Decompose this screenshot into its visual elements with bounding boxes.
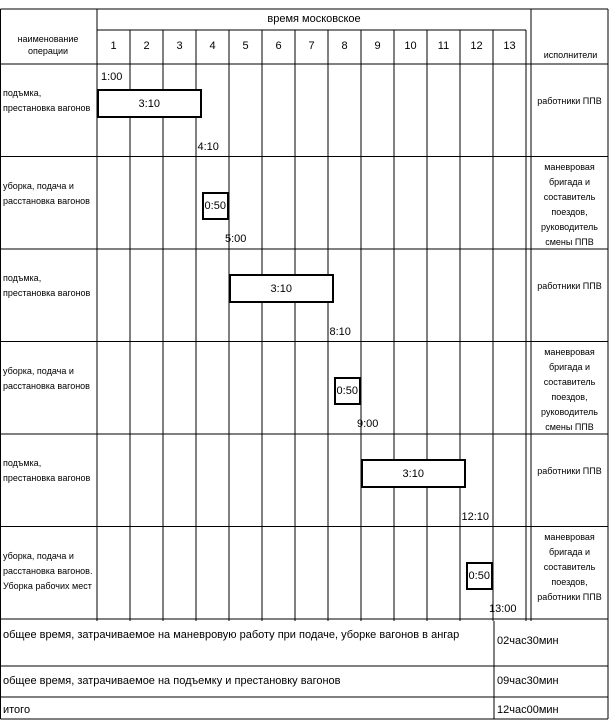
- operation-name: уборка, подача и расстановка вагонов. Уборка рабочих мест: [3, 550, 93, 591]
- operation-name: подъмка, престановка вагонов: [3, 273, 91, 298]
- operation-name: подъмка, престановка вагонов: [3, 88, 91, 113]
- hour-label: 6: [275, 40, 282, 52]
- end-time-label: 13:00: [489, 603, 517, 615]
- summary-lifting-label: общее время, затрачиваемое на подъемку и престановку вагонов: [3, 675, 341, 687]
- operation-name: уборка, подача и расстановка вагонов: [3, 180, 90, 206]
- hour-label: 1: [110, 40, 117, 52]
- performers-text: работники ППВ: [537, 466, 602, 476]
- operation-header: наименование операции: [17, 34, 79, 56]
- operation-name: уборка, подача и расстановка вагонов: [3, 365, 90, 391]
- performers-header: исполнители: [543, 50, 598, 60]
- performers-text: маневровая бригада и составитель поездов, работники ППВ: [537, 531, 602, 602]
- operation-bar: 0:50: [334, 377, 361, 405]
- time-header: время московское: [267, 13, 361, 25]
- end-time-label: 8:10: [329, 325, 351, 338]
- hour-label: 3: [176, 40, 183, 52]
- hour-label: 9: [374, 40, 381, 52]
- hour-label: 13: [503, 40, 516, 52]
- performers-text: маневровая бригада и составитель поездов, руководитель смены ППВ: [541, 161, 598, 247]
- hour-label: 8: [341, 40, 348, 52]
- performers-text: работники ППВ: [537, 281, 602, 291]
- hour-label: 10: [404, 40, 417, 52]
- summary-total-label: итого: [3, 704, 31, 716]
- hour-label: 4: [209, 40, 216, 52]
- operation-bar: 0:50: [202, 192, 229, 220]
- hour-label: 11: [437, 40, 450, 52]
- end-time-label: 12:10: [461, 510, 490, 523]
- operation-name: подъмка, престановка вагонов: [3, 458, 91, 483]
- end-time-label: 5:00: [225, 233, 247, 245]
- operation-bar: 0:50: [466, 562, 493, 590]
- hour-label: 2: [143, 40, 150, 52]
- performers-text: маневровая бригада и составитель поездов, руководитель смены ППВ: [541, 346, 598, 432]
- hour-label: 5: [242, 40, 249, 52]
- performers-text: работники ППВ: [537, 96, 602, 106]
- summary-shunting-label: общее время, затрачиваемое на маневровую работу при подаче, уборке вагонов в ангар: [3, 629, 460, 641]
- operation-bar: 3:10: [97, 89, 202, 118]
- summary-shunting-value: 02час30мин: [497, 635, 559, 647]
- summary-lifting-value: 09час30мин: [497, 675, 559, 687]
- start-time-label: 1:00: [101, 71, 123, 83]
- operation-bar: 3:10: [229, 274, 334, 303]
- hour-label: 7: [308, 40, 315, 52]
- summary-total-value: 12час00мин: [497, 704, 559, 716]
- end-time-label: 4:10: [197, 140, 219, 153]
- end-time-label: 9:00: [357, 418, 379, 430]
- operation-bar: 3:10: [361, 459, 466, 488]
- hour-label: 12: [470, 40, 483, 52]
